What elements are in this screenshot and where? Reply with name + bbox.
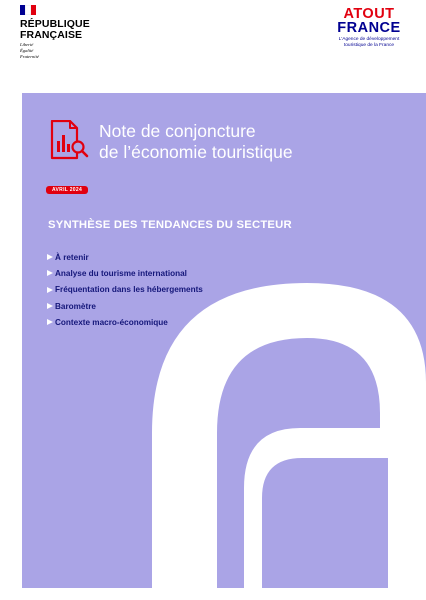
arrow-bullet-icon [47,303,53,309]
toc-item-label: À retenir [55,252,89,262]
republique-motto: Liberté Égalité Fraternité [20,42,39,59]
republique-francaise-logo [20,5,100,59]
cover-title: Note de conjoncture de l’économie touristique [99,121,293,162]
toc-item-contexte-macro-economique[interactable] [47,314,203,330]
toc-item-label: Analyse du tourisme international [55,268,187,278]
section-title: SYNTHÈSE DES TENDANCES DU SECTEUR [48,219,292,231]
table-of-contents [47,249,203,330]
arrow-bullet-icon [47,270,53,276]
atout-france-tagline: L'Agence de développement touristique de la France [338,37,400,48]
toc-item-label: Fréquentation dans les hébergements [55,285,203,295]
arrow-bullet-icon [47,254,53,260]
cover-panel [22,93,426,588]
atout-france-logo [329,7,409,48]
republique-francaise-title: RÉPUBLIQUE FRANÇAISE [20,18,90,41]
toc-item-label: Baromètre [55,301,96,311]
atout-france-word-atout: ATOUT [343,6,395,22]
toc-item-label: Contexte macro-économique [55,317,168,327]
toc-item-tourisme-international[interactable] [47,265,203,281]
decorative-arch-shape [22,93,426,588]
arrow-bullet-icon [47,287,53,293]
french-flag-icon [20,5,36,15]
arrow-bullet-icon [47,319,53,325]
toc-item-frequentation-hebergements[interactable] [47,282,203,298]
document-search-icon [47,120,89,160]
date-badge: AVRIL 2024 [46,186,88,194]
toc-item-a-retenir[interactable] [47,249,203,265]
toc-item-barometre[interactable] [47,298,203,314]
atout-france-word-france: FRANCE [337,20,401,36]
